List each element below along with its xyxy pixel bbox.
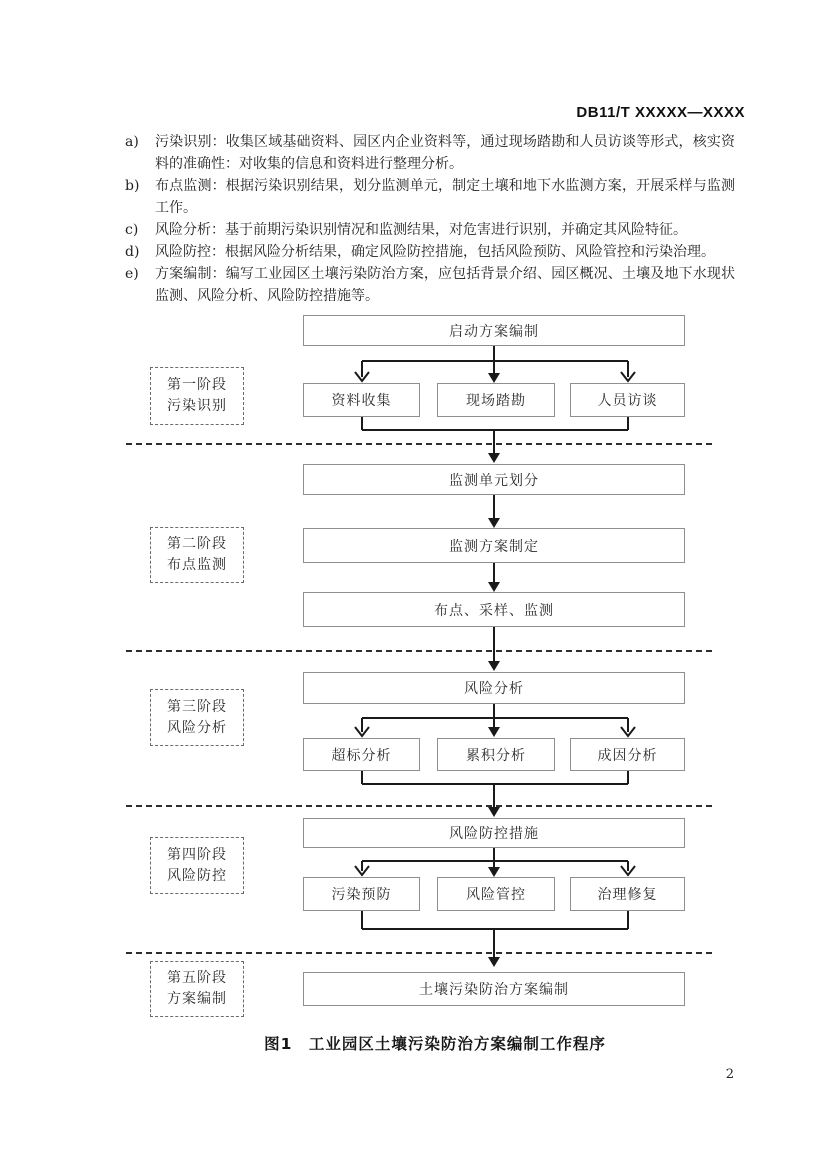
flow-box-pollution-prevention: 污染预防 <box>303 877 420 911</box>
list-item <box>125 219 745 241</box>
list-marker: b) <box>125 178 140 194</box>
list-marker: c) <box>125 222 139 238</box>
stage-label-line: 第二阶段 <box>167 536 227 552</box>
stage-separator <box>126 650 712 652</box>
list-item <box>125 131 745 175</box>
flow-box-plan-compilation: 土壤污染防治方案编制 <box>303 972 685 1006</box>
stage-label-3 <box>150 689 244 746</box>
flow-box-risk-control-measures: 风险防控措施 <box>303 818 685 848</box>
definition-list <box>125 131 745 307</box>
list-marker: e) <box>125 266 139 282</box>
stage-separator <box>126 952 712 954</box>
flow-box-data-collection: 资料收集 <box>303 383 420 417</box>
stage-label-line: 布点监测 <box>167 557 227 573</box>
stage-label-line: 风险分析 <box>167 719 227 736</box>
list-item <box>125 263 745 307</box>
list-text: 方案编制：编写工业园区土壤污染防治方案，应包括背景介绍、园区概况、土壤及地下水现状监测、风险分析、风险防控措施等。 <box>155 266 735 304</box>
doc-number: DB11/T XXXXX—XXXX <box>576 104 745 121</box>
flow-box-unit-division: 监测单元划分 <box>303 464 685 495</box>
stage-label-line: 第四阶段 <box>167 846 227 863</box>
stage-label-2 <box>150 527 244 583</box>
stage-label-line: 第一阶段 <box>167 377 227 393</box>
list-text: 风险分析：基于前期污染识别情况和监测结果，对危害进行识别，并确定其风险特征。 <box>155 222 687 238</box>
flow-box-monitoring-plan: 监测方案制定 <box>303 528 685 563</box>
list-item <box>125 175 745 219</box>
flow-box-site-survey: 现场踏勘 <box>437 383 555 417</box>
stage-label-line: 污染识别 <box>167 398 227 414</box>
list-text: 污染识别：收集区域基础资料、园区内企业资料等，通过现场踏勘和人员访谈等形式，核实资料的准确性：对收集的信息和资料进行整理分析。 <box>155 134 735 172</box>
stage-label-4 <box>150 837 244 894</box>
flow-box-risk-analysis: 风险分析 <box>303 672 685 704</box>
stage-separator <box>126 805 712 807</box>
stage-label-line: 第三阶段 <box>167 698 227 715</box>
list-marker: d) <box>125 244 140 260</box>
flow-box-risk-management: 风险管控 <box>437 877 555 911</box>
stage-label-5 <box>150 961 244 1017</box>
flow-box-sampling-monitoring: 布点、采样、监测 <box>303 592 685 627</box>
list-item <box>125 241 745 263</box>
flow-box-interviews: 人员访谈 <box>570 383 685 417</box>
stage-label-line: 第五阶段 <box>167 970 227 986</box>
flow-box-remediation: 治理修复 <box>570 877 685 911</box>
flow-box-accumulation-analysis: 累积分析 <box>437 738 555 771</box>
stage-label-line: 风险防控 <box>167 867 227 884</box>
list-text: 风险防控：根据风险分析结果，确定风险防控措施，包括风险预防、风险管控和污染治理。 <box>155 244 715 260</box>
flow-box-start: 启动方案编制 <box>303 315 685 346</box>
stage-label-1 <box>150 367 244 425</box>
flow-box-exceedance-analysis: 超标分析 <box>303 738 420 771</box>
stage-separator <box>126 443 712 445</box>
stage-label-line: 方案编制 <box>167 991 227 1007</box>
list-text: 布点监测：根据污染识别结果，划分监测单元，制定土壤和地下水监测方案，开展采样与监测工作。 <box>155 178 735 216</box>
figure-caption: 图1 工业园区土壤污染防治方案编制工作程序 <box>264 1035 606 1053</box>
flow-box-cause-analysis: 成因分析 <box>570 738 685 771</box>
page-number: 2 <box>725 1067 734 1082</box>
list-marker: a) <box>125 134 139 150</box>
